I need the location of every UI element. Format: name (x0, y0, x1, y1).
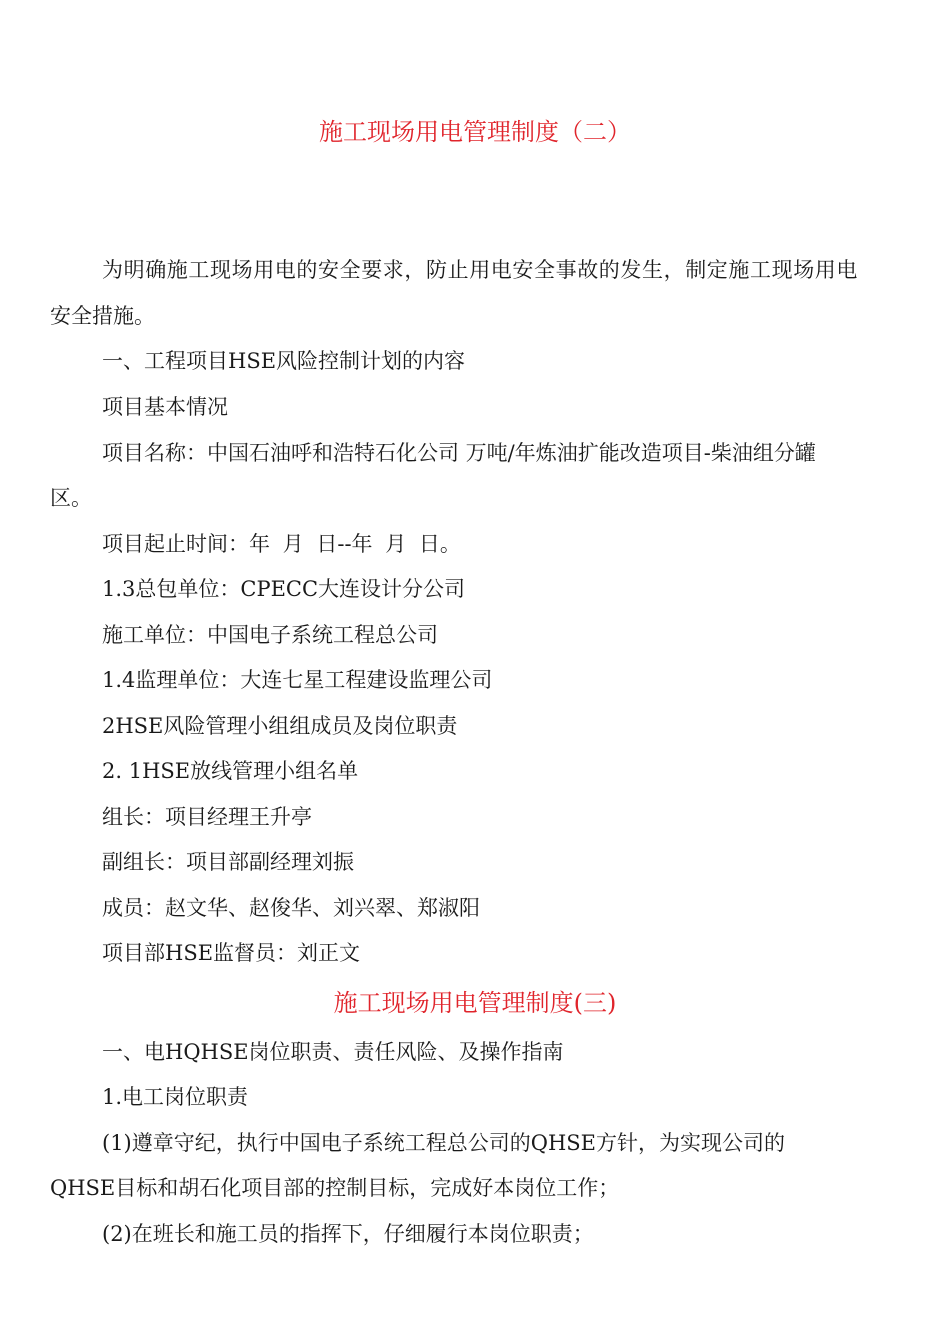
paragraph-line: 副组长：项目部副经理刘振 (102, 850, 354, 874)
paragraph-line: (2)在班长和施工员的指挥下，仔细履行本岗位职责； (102, 1222, 594, 1246)
paragraph-line: 一、工程项目HSE风险控制计划的内容 (102, 349, 466, 373)
paragraph-line: 项目名称：中国石油呼和浩特石化公司 万吨/年炼油扩能改造项目-柴油组分罐 (102, 441, 816, 465)
paragraph-line: 为明确施工现场用电的安全要求，防止用电安全事故的发生，制定施工现场用电 (102, 258, 858, 282)
paragraph-line: 项目基本情况 (102, 395, 228, 419)
paragraph-line: QHSE目标和胡石化项目部的控制目标，完成好本岗位工作； (50, 1176, 620, 1200)
paragraph-line: 安全措施。 (50, 304, 155, 328)
paragraph-line: 2HSE风险管理小组组成员及岗位职责 (102, 714, 458, 738)
paragraph-line: 1.3总包单位：CPECC大连设计分公司 (102, 577, 466, 601)
paragraph-line: 1.4监理单位：大连七星工程建设监理公司 (102, 668, 493, 692)
paragraph-line: 1.电工岗位职责 (102, 1085, 249, 1109)
section-title-2: 施工现场用电管理制度（二） (319, 118, 631, 146)
paragraph-line: 成员：赵文华、赵俊华、刘兴翠、郑淑阳 (102, 896, 480, 920)
paragraph-line: 项目部HSE监督员：刘正文 (102, 941, 361, 965)
paragraph-line: 一、电HQHSE岗位职责、责任风险、及操作指南 (102, 1040, 564, 1064)
paragraph-line: 施工单位：中国电子系统工程总公司 (102, 623, 438, 647)
paragraph-line: (1)遵章守纪，执行中国电子系统工程总公司的QHSE方针，为实现公司的 (102, 1131, 785, 1155)
paragraph-line: 区。 (50, 486, 92, 510)
paragraph-line: 2. 1HSE放线管理小组名单 (102, 759, 359, 783)
section-title-3: 施工现场用电管理制度(三) (333, 989, 617, 1017)
paragraph-line: 项目起止时间：年 月 日--年 月 日。 (102, 532, 461, 556)
paragraph-line: 组长：项目经理王升亭 (102, 805, 312, 829)
